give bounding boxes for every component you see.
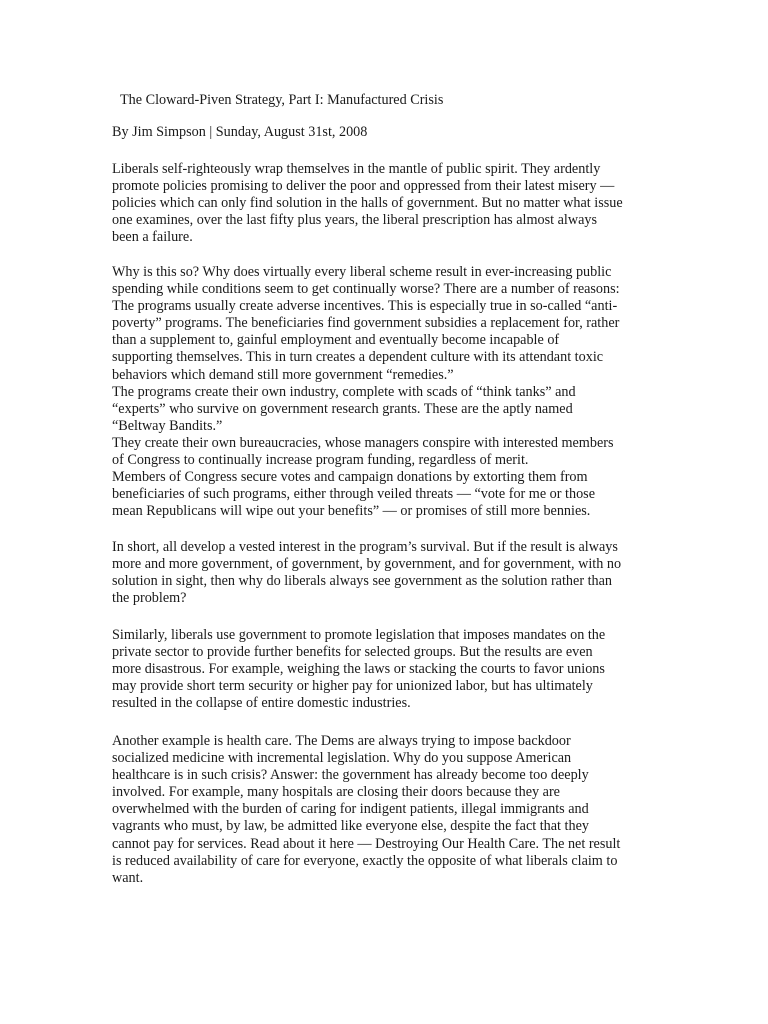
text-line: The programs create their own industry, complete with scads of “think tanks” and (112, 383, 576, 400)
text-line: policies which can only find solution in the halls of government. But no matter what issue (112, 195, 623, 212)
text-line: poverty” programs. The beneficiaries find government subsidies a replacement for, rather (112, 315, 620, 332)
paragraph-reasons (112, 264, 668, 520)
paragraph-vested-interest (112, 539, 668, 607)
text-line: The programs usually create adverse incentives. This is especially true in so-called “anti- (112, 298, 618, 315)
text-line: more disastrous. For example, weighing the laws or stacking the courts to favor unions (112, 661, 605, 678)
text-line: behaviors which demand still more government “remedies.” (112, 366, 454, 383)
text-line: overwhelmed with the burden of caring for indigent patients, illegal immigrants and (112, 801, 589, 818)
text-line: is reduced availability of care for everyone, exactly the opposite of what liberals claim to (112, 852, 618, 869)
text-line: spending while conditions seem to get continually worse? There are a number of reasons: (112, 281, 620, 298)
text-line: “Beltway Bandits.” (112, 417, 223, 434)
text-line: than a supplement to, gainful employment and eventually become incapable of (112, 332, 560, 349)
document-title: The Cloward-Piven Strategy, Part I: Manufactured Crisis (120, 92, 444, 108)
paragraph-mandates (112, 627, 668, 712)
text-line: may provide short term security or higher pay for unionized labor, but has ultimately (112, 678, 593, 695)
text-line: Liberals self-righteously wrap themselves in the mantle of public spirit. They ardently (112, 161, 601, 177)
text-line: promote policies promising to deliver the poor and oppressed from their latest misery — (112, 178, 615, 195)
text-line: want. (112, 869, 144, 886)
paragraph-intro (112, 161, 668, 246)
byline: By Jim Simpson | Sunday, August 31st, 2008 (112, 124, 368, 140)
text-line: Another example is health care. The Dems are always trying to impose backdoor (112, 733, 571, 749)
text-line: Members of Congress secure votes and campaign donations by extorting them from (112, 469, 588, 486)
text-line: “experts” who survive on government research grants. These are the aptly named (112, 400, 573, 417)
paragraph-health-care (112, 733, 668, 887)
text-line: one examines, over the last fifty plus years, the liberal prescription has almost always (112, 212, 597, 229)
text-line: of Congress to continually increase program funding, regardless of merit. (112, 452, 529, 469)
text-line: cannot pay for services. Read about it here — Destroying Our Health Care. The net result (112, 835, 621, 852)
text-line: Why is this so? Why does virtually every liberal scheme result in ever-increasing public (112, 264, 612, 280)
text-line: supporting themselves. This in turn creates a dependent culture with its attendant toxic (112, 349, 604, 366)
text-line: Similarly, liberals use government to promote legislation that imposes mandates on the (112, 627, 606, 643)
text-line: In short, all develop a vested interest in the program’s survival. But if the result is always (112, 539, 618, 555)
text-line: beneficiaries of such programs, either through veiled threats — “vote for me or those (112, 486, 595, 503)
text-line: They create their own bureaucracies, whose managers conspire with interested members (112, 434, 614, 451)
text-line: been a failure. (112, 229, 193, 246)
text-line: mean Republicans will wipe out your benefits” — or promises of still more bennies. (112, 503, 591, 520)
text-line: vagrants who must, by law, be admitted like everyone else, despite the fact that they (112, 818, 589, 835)
text-line: resulted in the collapse of entire domestic industries. (112, 695, 411, 712)
text-line: involved. For example, many hospitals are closing their doors because they are (112, 784, 560, 801)
text-line: healthcare is in such crisis? Answer: the government has already become too deeply (112, 767, 589, 784)
text-line: socialized medicine with incremental legislation. Why do you suppose American (112, 750, 572, 767)
text-line: solution in sight, then why do liberals always see government as the solution rather than (112, 573, 613, 590)
text-line: private sector to provide further benefits for selected groups. But the results are even (112, 644, 593, 661)
text-line: more and more government, of government, by government, and for government, with no (112, 556, 622, 573)
text-line: the problem? (112, 590, 187, 607)
